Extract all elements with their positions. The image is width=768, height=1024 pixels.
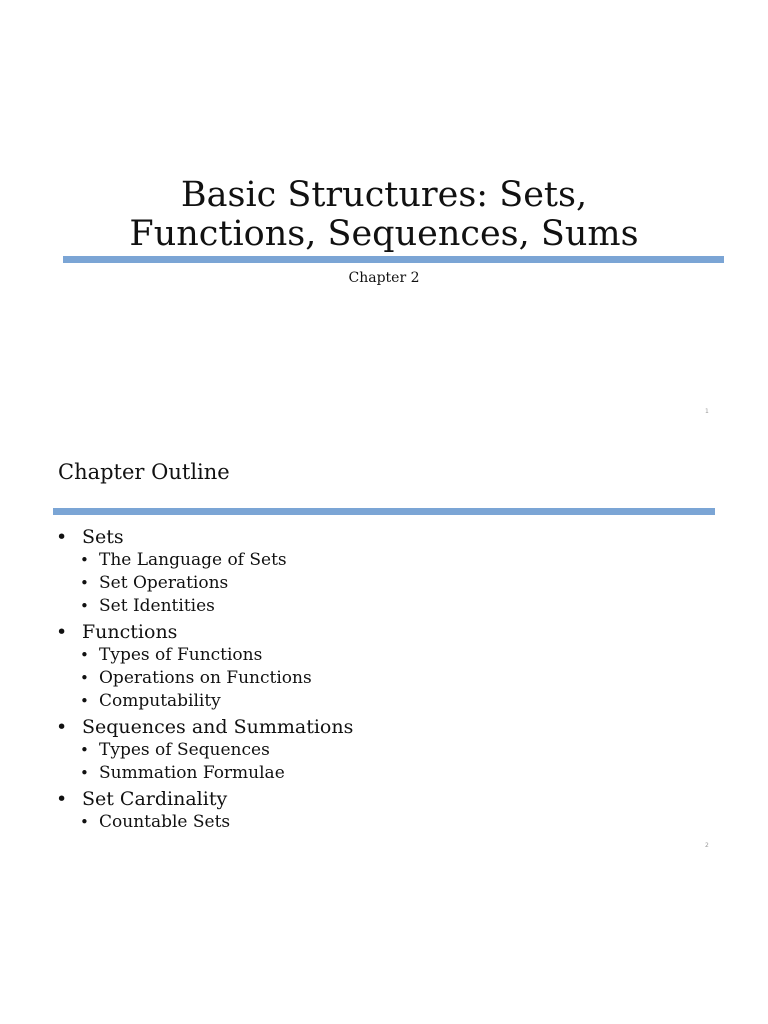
outline-section-label: Sets bbox=[82, 526, 124, 548]
outline-subitem-label: Computability bbox=[99, 691, 221, 711]
bullet-icon: • bbox=[80, 741, 89, 759]
bullet-icon: • bbox=[80, 692, 89, 710]
outline-subitem-label: Types of Functions bbox=[99, 645, 263, 665]
outline-section-label: Functions bbox=[82, 621, 178, 643]
bullet-icon: • bbox=[80, 646, 89, 664]
bullet-icon: • bbox=[56, 621, 68, 643]
bullet-icon: • bbox=[56, 716, 68, 738]
outline-section bbox=[56, 716, 353, 785]
outline-subitem bbox=[80, 644, 353, 667]
outline-title: Chapter Outline bbox=[58, 460, 230, 484]
bullet-icon: • bbox=[80, 813, 89, 831]
outline-section bbox=[56, 621, 353, 713]
outline-subitem bbox=[80, 572, 353, 595]
outline-section-label: Set Cardinality bbox=[82, 788, 228, 810]
outline-subitem-label: Set Identities bbox=[99, 596, 215, 616]
bullet-icon: • bbox=[80, 597, 89, 615]
slide-subtitle: Chapter 2 bbox=[348, 270, 420, 286]
outline-sublist bbox=[82, 549, 353, 618]
outline-subitem-label: The Language of Sets bbox=[99, 550, 287, 570]
bullet-icon: • bbox=[56, 526, 68, 548]
outline-subitem bbox=[80, 595, 353, 618]
outline-subitem-label: Operations on Functions bbox=[99, 668, 312, 688]
bullet-icon: • bbox=[80, 574, 89, 592]
outline-section bbox=[56, 526, 353, 618]
outline-subitem bbox=[80, 739, 353, 762]
outline-subitem bbox=[80, 762, 353, 785]
outline-subitem bbox=[80, 690, 353, 713]
bullet-icon: • bbox=[80, 551, 89, 569]
slide-title-line-1: Basic Structures: Sets, bbox=[180, 175, 588, 215]
slide-title bbox=[0, 176, 768, 254]
outline-subitem bbox=[80, 667, 353, 690]
outline-subitem-label: Countable Sets bbox=[99, 812, 231, 832]
title-divider bbox=[63, 256, 724, 263]
bullet-icon: • bbox=[80, 764, 89, 782]
page-number: 2 bbox=[705, 842, 709, 849]
outline-sublist bbox=[82, 644, 353, 713]
outline-slide bbox=[0, 430, 768, 860]
outline-sublist bbox=[82, 811, 353, 834]
page-number: 1 bbox=[705, 408, 709, 415]
outline-list bbox=[56, 526, 353, 834]
bullet-icon: • bbox=[80, 669, 89, 687]
title-slide bbox=[0, 0, 768, 430]
outline-section bbox=[56, 788, 353, 834]
outline-subitem-label: Set Operations bbox=[99, 573, 229, 593]
outline-sublist bbox=[82, 739, 353, 785]
outline-divider bbox=[53, 508, 715, 515]
slide-title-line-2: Functions, Sequences, Sums bbox=[129, 214, 639, 254]
outline-section-label: Sequences and Summations bbox=[82, 716, 354, 738]
outline-subitem-label: Summation Formulae bbox=[99, 763, 285, 783]
bullet-icon: • bbox=[56, 788, 68, 810]
outline-subitem-label: Types of Sequences bbox=[99, 740, 270, 760]
outline-subitem bbox=[80, 811, 353, 834]
outline-subitem bbox=[80, 549, 353, 572]
